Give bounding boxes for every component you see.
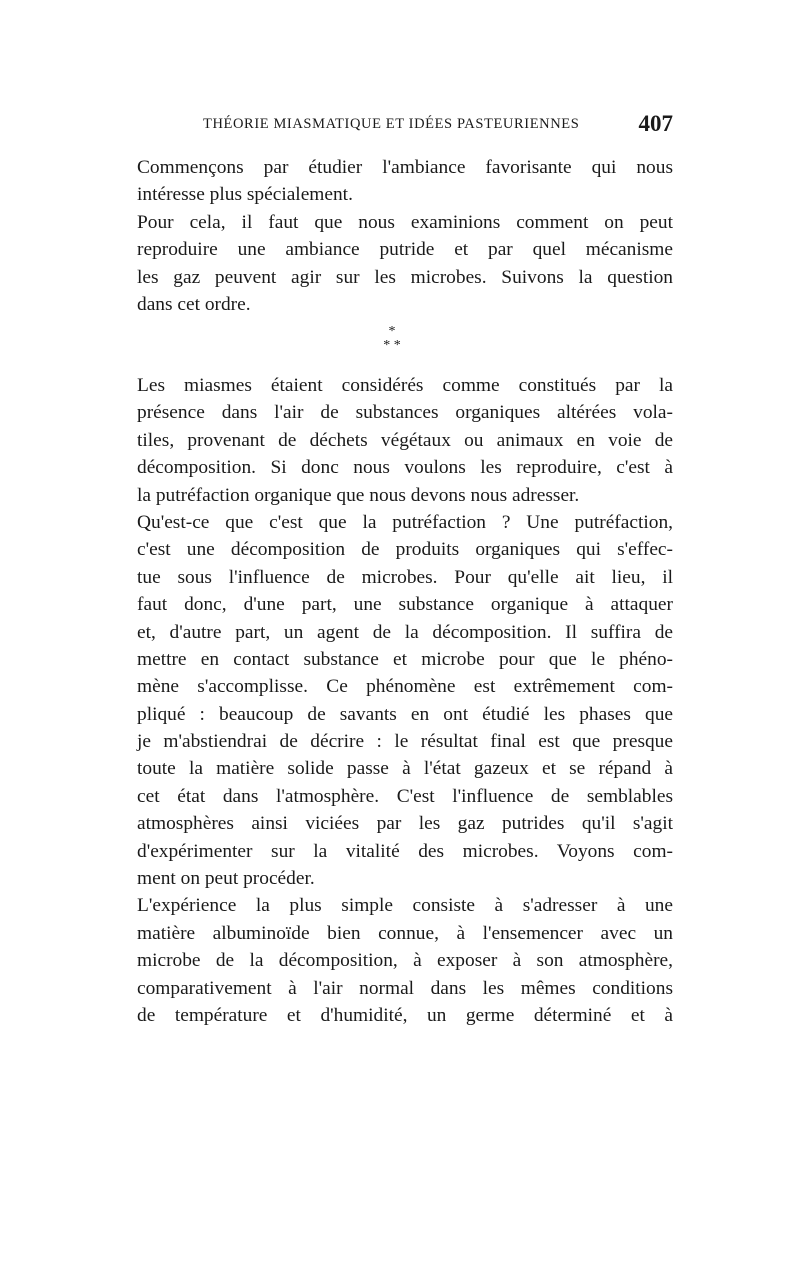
- text-line: L'expérience la plus simple consiste à s'adresser à une: [137, 895, 673, 917]
- text-line: microbe de la décomposition, à exposer à son atmosphère,: [137, 950, 673, 972]
- text-line: matière albuminoïde bien connue, à l'ensemencer avec un: [137, 922, 673, 944]
- text-line: toute la matière solide passe à l'état gazeux et se répand à: [137, 758, 673, 780]
- section-ornament-asterism: [372, 325, 412, 361]
- text-line: tiles, provenant de déchets végétaux ou animaux en voie de: [137, 429, 673, 451]
- text-line: la putréfaction organique que nous devons nous adresser.: [137, 484, 580, 506]
- text-line: les gaz peuvent agir sur les microbes. Suivons la question: [137, 266, 673, 288]
- text-line: pliqué : beaucoup de savants en ont étudié les phases que: [137, 703, 673, 725]
- text-line: mettre en contact substance et microbe pour que le phéno-: [137, 648, 673, 670]
- text-line: tue sous l'influence de microbes. Pour qu'elle ait lieu, il: [137, 566, 673, 588]
- text-line: d'expérimenter sur la vitalité des microbes. Voyons com-: [137, 840, 673, 862]
- text-line: Pour cela, il faut que nous examinions comment on peut: [137, 211, 673, 233]
- text-line: ment on peut procéder.: [137, 868, 315, 890]
- text-block-main: [137, 372, 673, 1029]
- text-line: faut donc, d'une part, une substance organique à attaquer: [137, 594, 673, 616]
- ornament-top-star: *: [388, 324, 396, 339]
- text-line: présence dans l'air de substances organiques altérées vola-: [137, 402, 673, 424]
- text-line: cet état dans l'atmosphère. C'est l'influence de semblables: [137, 785, 673, 807]
- text-line: Commençons par étudier l'ambiance favorisante qui nous: [137, 157, 673, 178]
- text-line: Les miasmes étaient considérés comme constitués par la: [137, 375, 673, 396]
- text-line: mène s'accomplisse. Ce phénomène est extrêmement com-: [137, 676, 673, 698]
- text-line: je m'abstiendrai de décrire : le résultat final est que presque: [137, 731, 673, 753]
- text-line: dans cet ordre.: [137, 293, 251, 315]
- text-line: et, d'autre part, un agent de la décomposition. Il suffira de: [137, 621, 673, 643]
- text-line: comparativement à l'air normal dans les mêmes conditions: [137, 977, 673, 999]
- running-title: THÉORIE MIASMATIQUE ET IDÉES PASTEURIENNES: [203, 116, 580, 132]
- text-line: de température et d'humidité, un germe déterminé et à: [137, 1004, 673, 1026]
- ornament-bottom-stars: * *: [383, 338, 401, 353]
- page-number: 407: [638, 111, 673, 136]
- text-line: intéresse plus spécialement.: [137, 184, 353, 206]
- text-line: Qu'est-ce que c'est que la putréfaction ? Une putréfaction,: [137, 511, 673, 533]
- text-block-intro: [137, 154, 673, 318]
- running-head: [137, 111, 673, 140]
- text-line: c'est une décomposition de produits organiques qui s'effec-: [137, 539, 673, 561]
- text-line: atmosphères ainsi viciées par les gaz putrides qu'il s'agit: [137, 813, 673, 835]
- text-line: reproduire une ambiance putride et par quel mécanisme: [137, 239, 673, 261]
- text-line: décomposition. Si donc nous voulons les reproduire, c'est à: [137, 457, 673, 479]
